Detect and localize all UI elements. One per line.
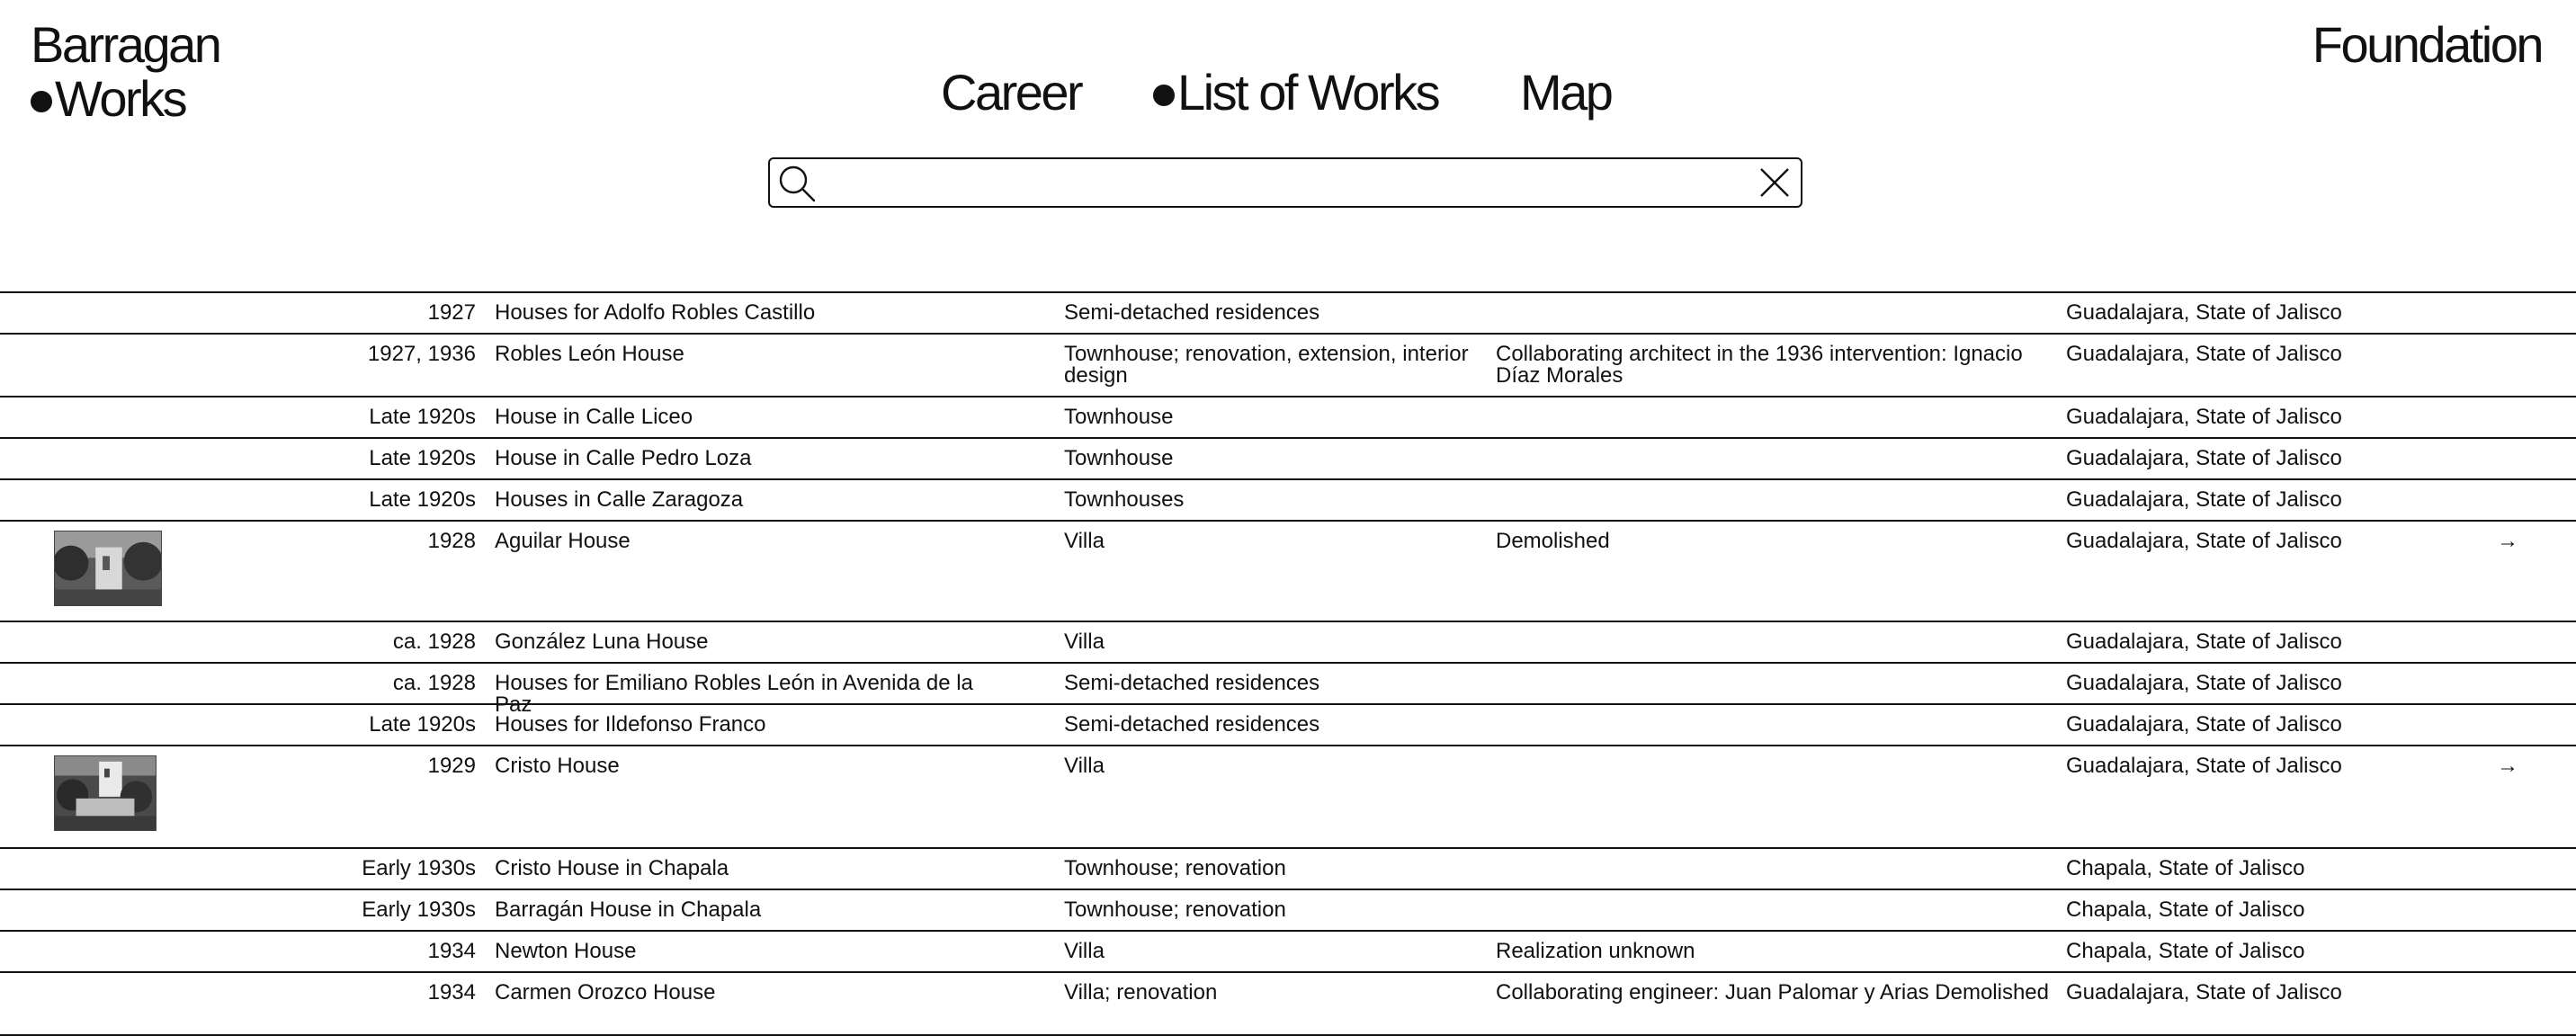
work-year: Late 1920s [369, 712, 476, 737]
table-row[interactable] [0, 480, 2576, 522]
work-location: Guadalajara, State of Jalisco [2066, 712, 2342, 737]
work-year: Early 1930s [362, 856, 476, 880]
work-note: Collaborating architect in the 1936 intervention: Ignacio Díaz Morales [1496, 342, 2023, 388]
search-box [768, 157, 1802, 208]
work-year: Late 1920s [369, 446, 476, 470]
work-type: Villa [1064, 630, 1105, 654]
work-type: Semi-detached residences [1064, 712, 1320, 737]
arrow-right-icon[interactable]: → [2497, 754, 2518, 778]
work-name: Houses in Calle Zaragoza [495, 487, 744, 512]
work-location: Chapala, State of Jalisco [2066, 939, 2305, 963]
search-icon [777, 164, 817, 203]
nav-list-of-works[interactable] [1153, 61, 1438, 124]
work-type: Townhouse [1064, 446, 1174, 470]
work-year: 1934 [427, 939, 476, 963]
foundation-link[interactable]: Foundation [2312, 16, 2542, 73]
table-row[interactable] [0, 439, 2576, 480]
work-year: 1934 [427, 980, 476, 1005]
work-year: 1927, 1936 [367, 342, 476, 366]
work-name: House in Calle Liceo [495, 405, 693, 429]
table-row[interactable] [0, 932, 2576, 973]
work-name: House in Calle Pedro Loza [495, 446, 752, 470]
work-name: Barragán House in Chapala [495, 898, 762, 922]
table-row[interactable] [0, 664, 2576, 717]
table-row[interactable] [0, 746, 2576, 849]
work-year: 1928 [427, 529, 476, 553]
work-type: Townhouse; renovation, extension, interior design [1064, 342, 1469, 388]
work-location: Guadalajara, State of Jalisco [2066, 487, 2342, 512]
table-row[interactable] [0, 849, 2576, 890]
work-location: Guadalajara, State of Jalisco [2066, 342, 2342, 366]
work-name: Houses for Adolfo Robles Castillo [495, 300, 816, 325]
table-row[interactable] [0, 890, 2576, 932]
work-type: Townhouse; renovation [1064, 898, 1286, 922]
work-name: Robles León House [495, 342, 684, 366]
work-name: Newton House [495, 939, 637, 963]
table-row[interactable] [0, 522, 2576, 622]
close-icon[interactable] [1758, 165, 1792, 200]
work-name: Houses for Ildefonso Franco [495, 712, 766, 737]
active-dot-icon [1153, 85, 1175, 106]
nav-list-of-works-label: List of Works [1177, 64, 1439, 121]
work-year: Early 1930s [362, 898, 476, 922]
work-location: Chapala, State of Jalisco [2066, 898, 2305, 922]
logo-line2-text: Works [55, 70, 186, 127]
work-location: Guadalajara, State of Jalisco [2066, 446, 2342, 470]
work-location: Guadalajara, State of Jalisco [2066, 980, 2342, 1005]
work-name: Carmen Orozco House [495, 980, 716, 1005]
work-location: Guadalajara, State of Jalisco [2066, 671, 2342, 695]
table-row[interactable] [0, 622, 2576, 664]
work-location: Guadalajara, State of Jalisco [2066, 630, 2342, 654]
work-year: Late 1920s [369, 405, 476, 429]
table-row[interactable] [0, 973, 2576, 1036]
work-type: Villa; renovation [1064, 980, 1218, 1005]
work-location: Guadalajara, State of Jalisco [2066, 754, 2342, 778]
work-name: González Luna House [495, 630, 709, 654]
work-year: ca. 1928 [392, 630, 476, 654]
work-thumbnail[interactable] [54, 531, 162, 606]
work-type: Townhouse [1064, 405, 1174, 429]
work-note: Demolished [1496, 529, 1610, 553]
work-name: Aguilar House [495, 529, 631, 553]
search-input[interactable] [826, 165, 1729, 202]
work-location: Guadalajara, State of Jalisco [2066, 300, 2342, 325]
work-type: Villa [1064, 529, 1105, 553]
work-location: Chapala, State of Jalisco [2066, 856, 2305, 880]
work-year: Late 1920s [369, 487, 476, 512]
work-name: Cristo House [495, 754, 620, 778]
work-year: ca. 1928 [392, 671, 476, 695]
work-thumbnail[interactable] [54, 755, 157, 831]
work-year: 1929 [427, 754, 476, 778]
works-list [0, 291, 2576, 1036]
work-location: Guadalajara, State of Jalisco [2066, 405, 2342, 429]
table-row[interactable] [0, 705, 2576, 746]
work-name: Cristo House in Chapala [495, 856, 729, 880]
work-type: Townhouse; renovation [1064, 856, 1286, 880]
logo-line1: Barragan [31, 16, 220, 73]
nav-career[interactable]: Career [941, 64, 1082, 121]
work-type: Villa [1064, 754, 1105, 778]
table-row[interactable] [0, 293, 2576, 335]
work-note: Realization unknown [1496, 939, 1695, 963]
work-year: 1927 [427, 300, 476, 325]
work-note: Collaborating engineer: Juan Palomar y Arias Demolished [1496, 980, 2049, 1005]
work-type: Townhouses [1064, 487, 1185, 512]
table-row[interactable] [0, 397, 2576, 439]
main-nav [0, 61, 2576, 124]
work-type: Semi-detached residences [1064, 300, 1320, 325]
table-row[interactable] [0, 335, 2576, 397]
work-type: Semi-detached residences [1064, 671, 1320, 695]
work-name: Houses for Emiliano Robles León in Avenida de la Paz [495, 671, 973, 717]
work-location: Guadalajara, State of Jalisco [2066, 529, 2342, 553]
work-type: Villa [1064, 939, 1105, 963]
nav-map[interactable]: Map [1520, 64, 1612, 121]
arrow-right-icon[interactable]: → [2497, 529, 2518, 553]
